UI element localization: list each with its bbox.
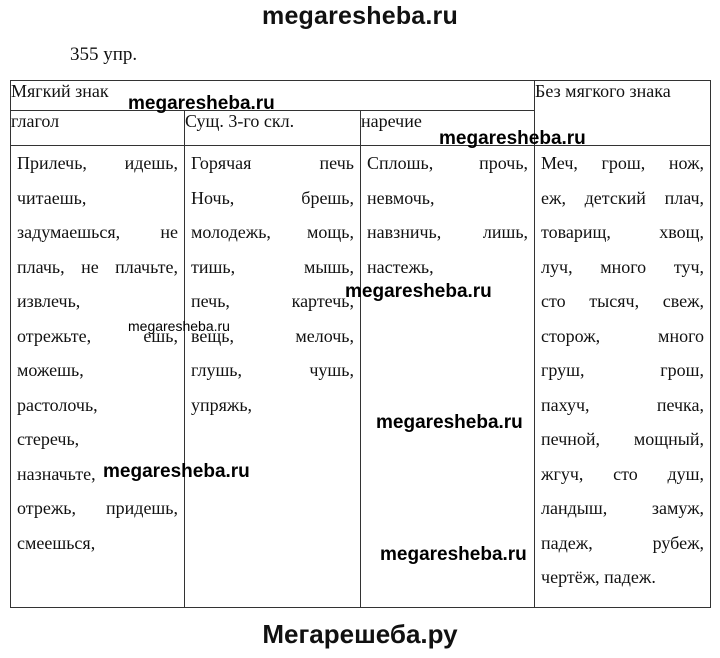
- verb-line: задумаешься, не: [17, 222, 178, 242]
- verb-line: плачь, не плачьте,: [17, 256, 178, 277]
- no-soft-sign-line: товарищ, хвощ,: [541, 222, 705, 242]
- no-soft-sign-line: падеж, рубеж,: [541, 532, 705, 553]
- noun-line: упряжь,: [191, 394, 253, 415]
- exercise-number: 355 упр.: [70, 44, 138, 65]
- verb-line: извлечь,: [17, 291, 81, 311]
- noun-line: тишь, мышь,: [191, 256, 354, 277]
- column-header-noun: Сущ. 3-го скл.: [185, 111, 361, 146]
- group-soft-sign-header: Мягкий знак: [11, 81, 535, 111]
- noun-line: Ночь, брешь,: [191, 187, 354, 208]
- verb-line: смеешься,: [17, 532, 96, 553]
- noun-line: глушь, чушь,: [191, 360, 354, 380]
- noun-cell: [185, 146, 361, 608]
- verb-line: отрежь, придешь,: [17, 498, 178, 518]
- watermark: megaresheba.ru: [128, 318, 230, 334]
- adverb-line: невмочь,: [367, 187, 435, 208]
- site-footer: Мегарешеба.ру: [262, 619, 458, 649]
- verb-line: растолочь,: [17, 394, 98, 415]
- verb-line: Прилечь, идешь,: [17, 153, 178, 173]
- adverb-cell: [361, 146, 535, 608]
- no-soft-sign-line: еж, детский плач,: [541, 187, 705, 208]
- no-soft-sign-line: печной, мощный,: [541, 429, 705, 449]
- noun-line: вещь, мелочь,: [191, 325, 354, 346]
- no-soft-sign-line: Меч, грош, нож,: [541, 153, 705, 173]
- no-soft-sign-cell: [535, 146, 711, 608]
- watermark: megaresheba.ru: [128, 93, 275, 114]
- no-soft-sign-line: сто тысяч, свеж,: [541, 291, 705, 311]
- verb-line: стеречь,: [17, 429, 80, 449]
- noun-line: молодежь, мощь,: [191, 222, 354, 242]
- no-soft-sign-line: чертёж, падеж.: [541, 567, 656, 587]
- column-header-verb: глагол: [11, 111, 185, 146]
- no-soft-sign-line: луч, много туч,: [541, 256, 705, 277]
- no-soft-sign-line: сторож, много: [541, 325, 705, 346]
- adverb-line: Сплошь, прочь,: [367, 153, 529, 173]
- verb-line: читаешь,: [17, 187, 87, 208]
- noun-line: печь, картечь,: [191, 291, 354, 311]
- table-body-row: [11, 146, 711, 608]
- table-group-header-row: [11, 81, 711, 111]
- group-no-soft-sign-header: Без мягкого знака: [535, 81, 711, 146]
- column-header-adverb: наречие: [361, 111, 535, 146]
- no-soft-sign-line: ландыш, замуж,: [541, 498, 705, 518]
- no-soft-sign-line: жгуч, сто душ,: [541, 463, 705, 484]
- noun-line: Горячая печь: [191, 153, 354, 173]
- verb-line: отрежьте, ешь,: [17, 325, 178, 346]
- watermark: megaresheba.ru: [380, 544, 527, 565]
- watermark: megaresheba.ru: [345, 281, 492, 302]
- no-soft-sign-line: пахуч, печка,: [541, 394, 705, 415]
- watermark: megaresheba.ru: [439, 128, 586, 149]
- verb-line: назначьте,: [17, 463, 96, 484]
- watermark: megaresheba.ru: [376, 412, 523, 433]
- spelling-table: [10, 80, 711, 608]
- adverb-line: настежь,: [367, 256, 434, 277]
- no-soft-sign-line: груш, грош,: [541, 360, 705, 380]
- site-header: megaresheba.ru: [262, 2, 458, 30]
- adverb-line: навзничь, лишь,: [367, 222, 529, 242]
- verb-line: можешь,: [17, 360, 84, 380]
- watermark: megaresheba.ru: [103, 461, 250, 482]
- verb-cell: [11, 146, 185, 608]
